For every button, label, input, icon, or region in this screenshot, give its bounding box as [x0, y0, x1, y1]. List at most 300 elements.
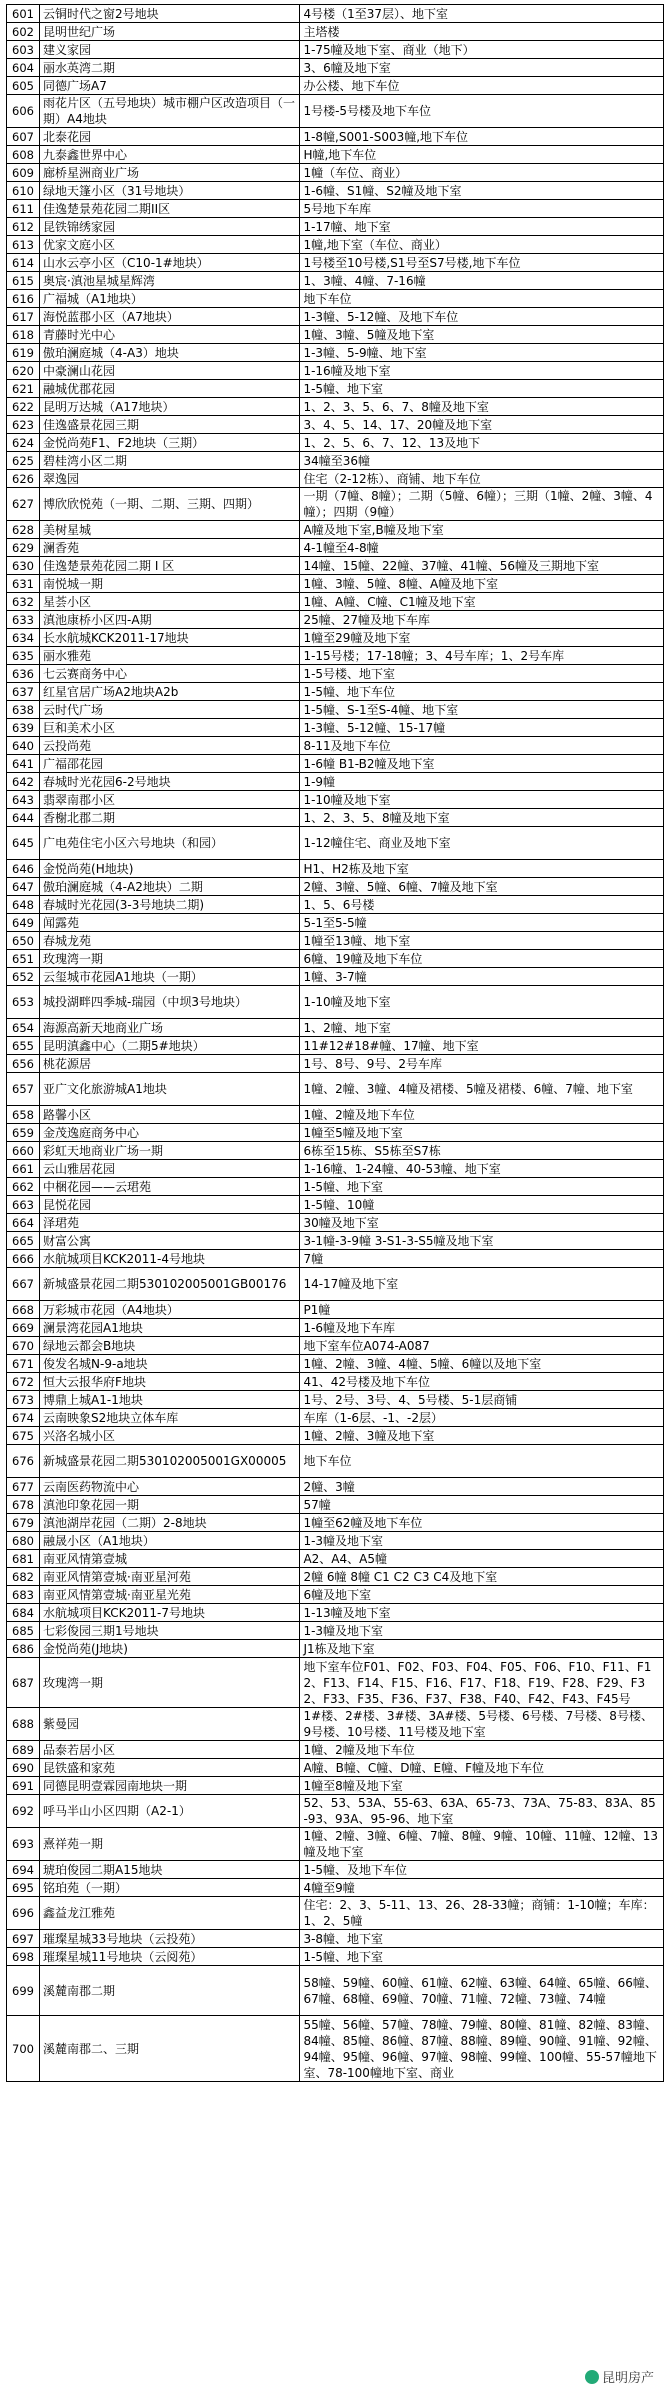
- project-name: 紫曼园: [40, 1708, 300, 1741]
- table-row: [7, 41, 664, 59]
- building-scope: A幢、B幢、C幢、D幢、E幢、F幢及地下车位: [300, 1759, 664, 1777]
- table-row: [7, 1861, 664, 1879]
- table-row: [7, 416, 664, 434]
- project-name: 春城龙苑: [40, 932, 300, 950]
- building-scope: 1-16幢、1-24幢、40-53幢、地下室: [300, 1160, 664, 1178]
- row-number: 641: [7, 755, 40, 773]
- table-row: [7, 683, 664, 701]
- project-name: 桃花源居: [40, 1055, 300, 1073]
- row-number: 680: [7, 1532, 40, 1550]
- building-scope: 1幢至13幢、地下室: [300, 932, 664, 950]
- table-row: [7, 1355, 664, 1373]
- table-row: [7, 1373, 664, 1391]
- table-row: [7, 1640, 664, 1658]
- project-name: 金悦尚苑(H地块): [40, 860, 300, 878]
- table-row: [7, 146, 664, 164]
- table-row: [7, 1879, 664, 1897]
- row-number: 699: [7, 1966, 40, 2016]
- row-number: 633: [7, 611, 40, 629]
- project-name: 绿地云都会B地块: [40, 1337, 300, 1355]
- row-number: 635: [7, 647, 40, 665]
- table-row: [7, 488, 664, 521]
- project-name: 财富公寓: [40, 1232, 300, 1250]
- building-scope: 1-5幢、地下室: [300, 1948, 664, 1966]
- table-row: [7, 932, 664, 950]
- table-row: [7, 1478, 664, 1496]
- table-row: [7, 1568, 664, 1586]
- project-table: [6, 4, 664, 2082]
- building-scope: 1、3幢、4幢、7-16幢: [300, 272, 664, 290]
- building-scope: 地下车位: [300, 290, 664, 308]
- document-page: [6, 4, 664, 2082]
- row-number: 651: [7, 950, 40, 968]
- building-scope: 1幢、2幢、3幢、4幢及裙楼、5幢及裙楼、6幢、7幢、地下室: [300, 1073, 664, 1106]
- building-scope: 5号地下车库: [300, 200, 664, 218]
- row-number: 674: [7, 1409, 40, 1427]
- table-row: [7, 986, 664, 1019]
- building-scope: 1幢、2幢及地下车位: [300, 1741, 664, 1759]
- row-number: 616: [7, 290, 40, 308]
- table-row: [7, 521, 664, 539]
- row-number: 663: [7, 1196, 40, 1214]
- project-name: 佳逸盛景花园三期: [40, 416, 300, 434]
- row-number: 615: [7, 272, 40, 290]
- table-row: [7, 77, 664, 95]
- building-scope: 25幢、27幢及地下车库: [300, 611, 664, 629]
- project-name: 春城时光花园6-2号地块: [40, 773, 300, 791]
- project-name: 碧桂湾小区二期: [40, 452, 300, 470]
- table-row: [7, 1948, 664, 1966]
- row-number: 627: [7, 488, 40, 521]
- project-name: 青藤时光中心: [40, 326, 300, 344]
- row-number: 661: [7, 1160, 40, 1178]
- table-row: [7, 1966, 664, 2016]
- project-name: 云铜时代之窗2号地块: [40, 5, 300, 23]
- row-number: 603: [7, 41, 40, 59]
- project-name: 翠逸园: [40, 470, 300, 488]
- table-row: [7, 1708, 664, 1741]
- table-row: [7, 575, 664, 593]
- table-row: [7, 557, 664, 575]
- table-row: [7, 1550, 664, 1568]
- table-row: [7, 968, 664, 986]
- project-name: 广福城（A1地块）: [40, 290, 300, 308]
- building-scope: 1-6幢、S1幢、S2幢及地下室: [300, 182, 664, 200]
- project-name: 昆明万达城（A17地块）: [40, 398, 300, 416]
- row-number: 657: [7, 1073, 40, 1106]
- table-row: [7, 164, 664, 182]
- row-number: 665: [7, 1232, 40, 1250]
- row-number: 634: [7, 629, 40, 647]
- building-scope: 1幢至5幢及地下室: [300, 1124, 664, 1142]
- project-name: 水航城项目KCK2011-4号地块: [40, 1250, 300, 1268]
- project-name: 云南医药物流中心: [40, 1478, 300, 1496]
- building-scope: 1幢、3幢、5幢及地下室: [300, 326, 664, 344]
- row-number: 685: [7, 1622, 40, 1640]
- table-row: [7, 809, 664, 827]
- table-row: [7, 200, 664, 218]
- building-scope: 1幢、A幢、C幢、C1幢及地下室: [300, 593, 664, 611]
- building-scope: 一期（7幢、8幢）；二期（5幢、6幢）；三期（1幢、2幢、3幢、4幢）；四期（9幢）: [300, 488, 664, 521]
- row-number: 653: [7, 986, 40, 1019]
- building-scope: 14幢、15幢、22幢、37幢、41幢、56幢及三期地下室: [300, 557, 664, 575]
- project-name: 翡翠南郡小区: [40, 791, 300, 809]
- row-number: 631: [7, 575, 40, 593]
- row-number: 642: [7, 773, 40, 791]
- row-number: 609: [7, 164, 40, 182]
- table-row: [7, 95, 664, 128]
- project-name: 昆明世纪广场: [40, 23, 300, 41]
- row-number: 649: [7, 914, 40, 932]
- table-row: [7, 326, 664, 344]
- project-name: 昆铁盛和家苑: [40, 1759, 300, 1777]
- table-row: [7, 362, 664, 380]
- table-row: [7, 23, 664, 41]
- table-row: [7, 128, 664, 146]
- wechat-icon: [585, 2370, 599, 2384]
- project-name: 海源高新天地商业广场: [40, 1019, 300, 1037]
- row-number: 694: [7, 1861, 40, 1879]
- table-row: [7, 59, 664, 77]
- table-row: [7, 737, 664, 755]
- building-scope: 14-17幢及地下室: [300, 1268, 664, 1301]
- row-number: 658: [7, 1106, 40, 1124]
- project-name: 绿地天篷小区（31号地块）: [40, 182, 300, 200]
- table-row: [7, 1427, 664, 1445]
- project-name: 优家文庭小区: [40, 236, 300, 254]
- project-name: 广福邵花园: [40, 755, 300, 773]
- building-scope: 地下室车位A074-A087: [300, 1337, 664, 1355]
- project-name: 长水航城KCK2011-17地块: [40, 629, 300, 647]
- building-scope: 30幢及地下室: [300, 1214, 664, 1232]
- building-scope: 11#12#18#幢、17幢、地下室: [300, 1037, 664, 1055]
- row-number: 621: [7, 380, 40, 398]
- watermark: [581, 2366, 658, 2387]
- project-name: 滇池印象花园一期: [40, 1496, 300, 1514]
- project-name: 同德广场A7: [40, 77, 300, 95]
- row-number: 682: [7, 1568, 40, 1586]
- table-row: [7, 434, 664, 452]
- table-row: [7, 1337, 664, 1355]
- project-name: 丽水雅苑: [40, 647, 300, 665]
- row-number: 617: [7, 308, 40, 326]
- project-name: 南悦城一期: [40, 575, 300, 593]
- building-scope: 1-6幢及地下车库: [300, 1319, 664, 1337]
- table-row: [7, 1106, 664, 1124]
- building-scope: 1幢、2幢、3幢、4幢、5幢、6幢以及地下室: [300, 1355, 664, 1373]
- building-scope: 1-3幢及地下室: [300, 1622, 664, 1640]
- row-number: 607: [7, 128, 40, 146]
- building-scope: 1-15号楼；17-18幢；3、4号车库；1、2号车库: [300, 647, 664, 665]
- project-name: 佳逸楚景苑花园二期 I 区: [40, 557, 300, 575]
- table-row: [7, 1828, 664, 1861]
- building-scope: 57幢: [300, 1496, 664, 1514]
- table-row: [7, 218, 664, 236]
- row-number: 638: [7, 701, 40, 719]
- project-name: 品泰若居小区: [40, 1741, 300, 1759]
- row-number: 639: [7, 719, 40, 737]
- row-number: 611: [7, 200, 40, 218]
- table-row: [7, 1391, 664, 1409]
- row-number: 668: [7, 1301, 40, 1319]
- project-name: 俊发名城N-9-a地块: [40, 1355, 300, 1373]
- project-name: 融晟小区（A1地块）: [40, 1532, 300, 1550]
- project-name: 七云赛商务中心: [40, 665, 300, 683]
- building-scope: 3-1幢-3-9幢 3-S1-3-S5幢及地下室: [300, 1232, 664, 1250]
- row-number: 637: [7, 683, 40, 701]
- table-row: [7, 254, 664, 272]
- table-row: [7, 1073, 664, 1106]
- building-scope: 住宅：2、3、5-11、13、26、28-33幢；商铺：1-10幢；车库：1、2、5幢: [300, 1897, 664, 1930]
- table-row: [7, 308, 664, 326]
- building-scope: 1、5、6号楼: [300, 896, 664, 914]
- building-scope: 1-13幢及地下室: [300, 1604, 664, 1622]
- table-row: [7, 1930, 664, 1948]
- row-number: 646: [7, 860, 40, 878]
- project-name: 奥宸·滇池星城星辉湾: [40, 272, 300, 290]
- row-number: 681: [7, 1550, 40, 1568]
- row-number: 648: [7, 896, 40, 914]
- row-number: 686: [7, 1640, 40, 1658]
- building-scope: 1幢、3-7幢: [300, 968, 664, 986]
- building-scope: 6栋至15栋、S5栋至S7栋: [300, 1142, 664, 1160]
- row-number: 692: [7, 1795, 40, 1828]
- project-name: 北泰花园: [40, 128, 300, 146]
- row-number: 687: [7, 1658, 40, 1708]
- project-name: 金悦尚苑(J地块): [40, 1640, 300, 1658]
- row-number: 656: [7, 1055, 40, 1073]
- row-number: 601: [7, 5, 40, 23]
- row-number: 622: [7, 398, 40, 416]
- building-scope: 1号、2号、3号、4、5号楼、5-1层商铺: [300, 1391, 664, 1409]
- building-scope: 55幢、56幢、57幢、78幢、79幢、80幢、81幢、82幢、83幢、84幢、85幢、86幢、87幢、88幢、89幢、90幢、91幢、92幢、94幢、95幢、96幢、97幢、98幢、99幢、100幢、55-57幢地下室、78-100幢地下室、商业: [300, 2016, 664, 2082]
- table-row: [7, 1019, 664, 1037]
- table-row: [7, 1622, 664, 1640]
- project-name: 春城时光花园(3-3号地块二期): [40, 896, 300, 914]
- project-name: 璀璨星城33号地块（云投苑）: [40, 1930, 300, 1948]
- table-row: [7, 629, 664, 647]
- project-name: 雨花片区（五号地块）城市棚户区改造项目（一期）A4地块: [40, 95, 300, 128]
- building-scope: 4-1幢至4-8幢: [300, 539, 664, 557]
- row-number: 696: [7, 1897, 40, 1930]
- project-name: 熹祥苑一期: [40, 1828, 300, 1861]
- building-scope: 1-75幢及地下室、商业（地下）: [300, 41, 664, 59]
- table-row: [7, 1897, 664, 1930]
- row-number: 669: [7, 1319, 40, 1337]
- building-scope: 车库（1-6层、-1、-2层）: [300, 1409, 664, 1427]
- table-row: [7, 950, 664, 968]
- building-scope: 1-16幢及地下室: [300, 362, 664, 380]
- table-row: [7, 1214, 664, 1232]
- project-name: 兴洛名城小区: [40, 1427, 300, 1445]
- building-scope: 1-3幢、5-12幢、15-17幢: [300, 719, 664, 737]
- row-number: 697: [7, 1930, 40, 1948]
- row-number: 695: [7, 1879, 40, 1897]
- row-number: 652: [7, 968, 40, 986]
- project-name: 云山雅居花园: [40, 1160, 300, 1178]
- row-number: 660: [7, 1142, 40, 1160]
- row-number: 666: [7, 1250, 40, 1268]
- building-scope: 1-5幢、地下室: [300, 380, 664, 398]
- building-scope: 2幢、3幢: [300, 1478, 664, 1496]
- project-name: 云投尚苑: [40, 737, 300, 755]
- table-row: [7, 1795, 664, 1828]
- building-scope: 1号楼-5号楼及地下车位: [300, 95, 664, 128]
- row-number: 689: [7, 1741, 40, 1759]
- row-number: 678: [7, 1496, 40, 1514]
- building-scope: 1-17幢、地下室: [300, 218, 664, 236]
- building-scope: 1-5幢、及地下车位: [300, 1861, 664, 1879]
- table-row: [7, 1514, 664, 1532]
- row-number: 684: [7, 1604, 40, 1622]
- building-scope: 1-5幢、S-1至S-4幢、地下室: [300, 701, 664, 719]
- building-scope: 1、2幢、地下室: [300, 1019, 664, 1037]
- row-number: 691: [7, 1777, 40, 1795]
- project-name: 滇池湖岸花园（二期）2-8地块: [40, 1514, 300, 1532]
- row-number: 679: [7, 1514, 40, 1532]
- building-scope: 1-5号楼、地下室: [300, 665, 664, 683]
- building-scope: 41、42号楼及地下车位: [300, 1373, 664, 1391]
- project-name: 建义家园: [40, 41, 300, 59]
- project-name: 广电苑住宅小区六号地块（和园）: [40, 827, 300, 860]
- building-scope: 6幢、19幢及地下车位: [300, 950, 664, 968]
- table-row: [7, 1658, 664, 1708]
- row-number: 643: [7, 791, 40, 809]
- project-name: 南亚风情第壹城: [40, 1550, 300, 1568]
- building-scope: 1-8幢,S001-S003幢,地下车位: [300, 128, 664, 146]
- project-name: 琥珀俊园二期A15地块: [40, 1861, 300, 1879]
- row-number: 610: [7, 182, 40, 200]
- building-scope: 1号、8号、9号、2号车库: [300, 1055, 664, 1073]
- building-scope: 1-10幢及地下室: [300, 986, 664, 1019]
- project-name: 星荟小区: [40, 593, 300, 611]
- project-name: 云时代广场: [40, 701, 300, 719]
- table-row: [7, 1741, 664, 1759]
- project-name: 呼马半山小区四期（A2-1）: [40, 1795, 300, 1828]
- table-row: [7, 452, 664, 470]
- project-name: 昆悦花园: [40, 1196, 300, 1214]
- building-scope: 1-6幢 B1-B2幢及地下室: [300, 755, 664, 773]
- row-number: 636: [7, 665, 40, 683]
- table-row: [7, 539, 664, 557]
- building-scope: 1幢（车位、商业）: [300, 164, 664, 182]
- building-scope: 1幢,地下室（车位、商业）: [300, 236, 664, 254]
- project-name: 昆铁锦绣家园: [40, 218, 300, 236]
- project-name: 玫瑰湾一期: [40, 1658, 300, 1708]
- table-row: [7, 1759, 664, 1777]
- row-number: 700: [7, 2016, 40, 2082]
- project-name: 玫瑰湾一期: [40, 950, 300, 968]
- table-row: [7, 1232, 664, 1250]
- building-scope: 34幢至36幢: [300, 452, 664, 470]
- table-row: [7, 5, 664, 23]
- table-row: [7, 1268, 664, 1301]
- building-scope: 8-11及地下车位: [300, 737, 664, 755]
- table-row: [7, 1319, 664, 1337]
- building-scope: 1-9幢: [300, 773, 664, 791]
- table-row: [7, 272, 664, 290]
- project-name: 新城盛景花园二期530102005001GX00005: [40, 1445, 300, 1478]
- project-name: 中豪澜山花园: [40, 362, 300, 380]
- project-name: 水航城项目KCK2011-7号地块: [40, 1604, 300, 1622]
- table-row: [7, 914, 664, 932]
- project-name: 璀璨星城11号地块（云阅苑）: [40, 1948, 300, 1966]
- table-row: [7, 1532, 664, 1550]
- table-row: [7, 236, 664, 254]
- project-name: 美树星城: [40, 521, 300, 539]
- row-number: 673: [7, 1391, 40, 1409]
- building-scope: 1#楼、2#楼、3#楼、3A#楼、5号楼、6号楼、7号楼、8号楼、9号楼、10号楼、11号楼及地下室: [300, 1708, 664, 1741]
- building-scope: 1幢、2幢、3幢及地下室: [300, 1427, 664, 1445]
- row-number: 664: [7, 1214, 40, 1232]
- table-row: [7, 647, 664, 665]
- table-row: [7, 1124, 664, 1142]
- building-scope: 地下车位: [300, 1445, 664, 1478]
- row-number: 662: [7, 1178, 40, 1196]
- building-scope: 1-5幢、地下车位: [300, 683, 664, 701]
- row-number: 676: [7, 1445, 40, 1478]
- row-number: 614: [7, 254, 40, 272]
- table-row: [7, 719, 664, 737]
- row-number: 659: [7, 1124, 40, 1142]
- project-name: 中梱花园——云珺苑: [40, 1178, 300, 1196]
- building-scope: 1-5幢、地下室: [300, 1178, 664, 1196]
- row-number: 645: [7, 827, 40, 860]
- table-row: [7, 755, 664, 773]
- row-number: 624: [7, 434, 40, 452]
- table-row: [7, 1777, 664, 1795]
- table-row: [7, 398, 664, 416]
- building-scope: 3-8幢、地下室: [300, 1930, 664, 1948]
- row-number: 655: [7, 1037, 40, 1055]
- row-number: 620: [7, 362, 40, 380]
- project-name: 七彩俊园三期1号地块: [40, 1622, 300, 1640]
- project-name: 云南映象S2地块立体车库: [40, 1409, 300, 1427]
- row-number: 632: [7, 593, 40, 611]
- table-row: [7, 1055, 664, 1073]
- row-number: 612: [7, 218, 40, 236]
- row-number: 618: [7, 326, 40, 344]
- project-name: 丽水英湾二期: [40, 59, 300, 77]
- project-name: 云玺城市花园A1地块（一期）: [40, 968, 300, 986]
- project-name: 巨和美术小区: [40, 719, 300, 737]
- project-name: 傲珀澜庭城（4-A2地块）二期: [40, 878, 300, 896]
- project-name: 九泰鑫世界中心: [40, 146, 300, 164]
- row-number: 604: [7, 59, 40, 77]
- table-row: [7, 1178, 664, 1196]
- row-number: 613: [7, 236, 40, 254]
- table-row: [7, 1496, 664, 1514]
- building-scope: 4幢至9幢: [300, 1879, 664, 1897]
- project-name: 亚广文化旅游城A1地块: [40, 1073, 300, 1106]
- project-name: 溪麓南郡二、三期: [40, 2016, 300, 2082]
- table-row: [7, 827, 664, 860]
- project-name: 闻露苑: [40, 914, 300, 932]
- project-name: 昆明滇鑫中心（二期5#地块）: [40, 1037, 300, 1055]
- row-number: 667: [7, 1268, 40, 1301]
- building-scope: 1-3幢、5-9幢、地下室: [300, 344, 664, 362]
- building-scope: 1幢至29幢及地下室: [300, 629, 664, 647]
- building-scope: 2幢、3幢、5幢、6幢、7幢及地下室: [300, 878, 664, 896]
- project-name: 泽珺苑: [40, 1214, 300, 1232]
- project-name: 海悦蓝郡小区（A7地块）: [40, 308, 300, 326]
- table-row: [7, 593, 664, 611]
- project-name: 溪麓南郡二期: [40, 1966, 300, 2016]
- row-number: 605: [7, 77, 40, 95]
- table-row: [7, 344, 664, 362]
- building-scope: 1幢、2幢、3幢、6幢、7幢、8幢、9幢、10幢、11幢、12幢、13幢及地下室: [300, 1828, 664, 1861]
- row-number: 602: [7, 23, 40, 41]
